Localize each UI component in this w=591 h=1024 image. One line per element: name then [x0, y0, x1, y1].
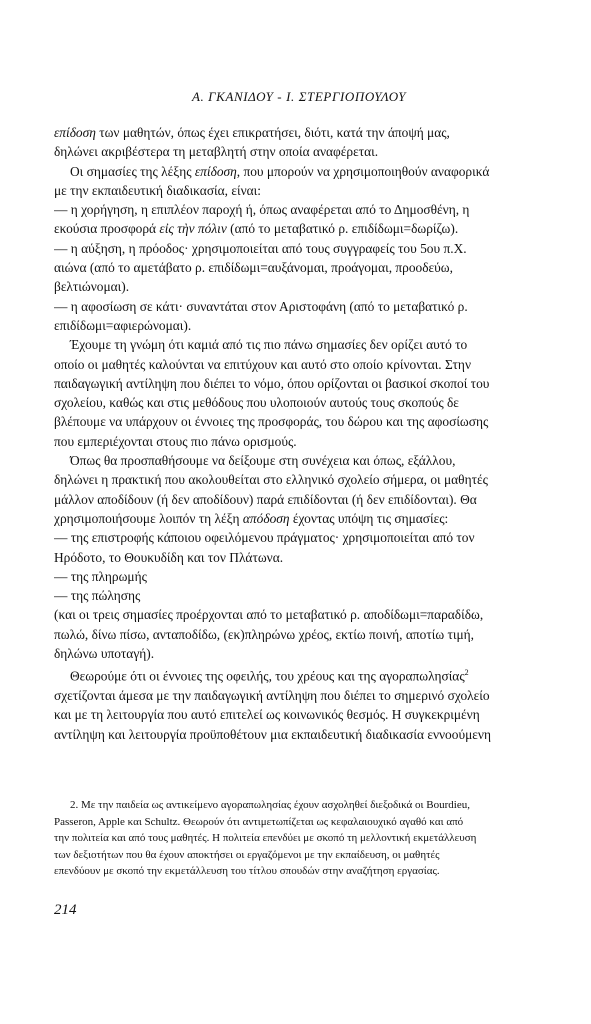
text-line: — της επιστροφής κάποιου οφειλόμενου πράγματος· χρησιμοποιείται από τον: [54, 530, 475, 546]
text-line: παιδαγωγική αντίληψη που διέπει το νόμο, όπου ορίζονται οι βασικοί σκοποί του: [54, 375, 490, 391]
text-line: Ηρόδοτο, το Θουκυδίδη και τον Πλάτωνα.: [54, 549, 284, 565]
text-line: οποίο οι μαθητές καλούνται να επιτύχουν και αυτό στο οποίο κρίνονται. Στην: [54, 356, 471, 372]
footnote-line: των δεξιοτήτων που θα έχουν αποκτήσει οι εργαζόμενοι με την εκπαίδευση, οι μαθητές: [54, 848, 440, 861]
text-line: που εμπεριέχονται στους πιο πάνω ορισμούς.: [54, 433, 297, 449]
book-page: [54, 0, 544, 1024]
page-number: 214: [54, 902, 77, 918]
footnote-line: Passeron, Apple και Schultz. Θεωρούν ότι αντιμετωπίζεται ως κεφαλαιουχικό αγαθό και από: [54, 815, 464, 828]
text-line: [54, 162, 544, 181]
text-line: επιδίδωμι=αφιερώνομαι).: [54, 317, 192, 333]
text-fragment: Οι σημασίες της λέξης: [70, 163, 195, 179]
text-line: πωλώ, δίνω πίσω, ανταποδίδω, (εκ)πληρώνω χρέος, εκτίω ποινή, αποτίω τιμή,: [54, 626, 474, 642]
text-line: και με τη λειτουργία που αυτό επιτελεί ως κοινωνικός θεσμός. Η συγκεκριμένη: [54, 707, 480, 723]
text-fragment: χρησιμοποιήσουμε λοιπόν τη λέξη: [54, 510, 243, 526]
text-line: [54, 509, 544, 528]
text-line: — η χορήγηση, η επιπλέον παροχή ή, όπως αναφέρεται από το Δημοσθένη, η: [54, 202, 470, 218]
text-line: μάλλον αποδίδουν (ή δεν αποδίδουν) παρά επιδίδονται (ή δεν επιδίδονται). Θα: [54, 491, 477, 507]
text-line: — της πώλησης: [54, 588, 141, 604]
text-line: — της πληρωμής: [54, 568, 147, 584]
text-fragment: Θεωρούμε ότι οι έννοιες της οφειλής, του χρέους και της αγοραπωλησίας: [70, 668, 465, 684]
italic-term: εἰς τὴν πόλιν: [159, 221, 227, 237]
text-fragment: εκούσια προσφορά: [54, 221, 160, 237]
text-line: σχετίζονται άμεσα με την παιδαγωγική αντίληψη που διέπει το σημερινό σχολείο: [54, 688, 490, 704]
text-line: Έχουμε τη γνώμη ότι καμιά από τις πιο πάνω σημασίες δεν ορίζει αυτό το: [70, 337, 468, 353]
text-line: Όπως θα προσπαθήσουμε να δείξουμε στη συνέχεια και όπως, εξάλλου,: [70, 453, 456, 469]
text-line: βλέπουμε να υπάρχουν οι έννοιες της προσφοράς, του δώρου και της αφοσίωσης: [54, 414, 489, 430]
text-line: βελτιώνομαι).: [54, 279, 130, 295]
text-line: — η αφοσίωση σε κάτι· συναντάται στον Αριστοφάνη (από το μεταβατικό ρ.: [54, 298, 468, 314]
footnote-line: την πολιτεία και από τους μαθητές. Η πολιτεία επενδύει με σκοπό τη μελλοντική εκμετάλλευση: [54, 832, 477, 844]
text-line: δηλώνει η πρακτική που ακολουθείται στο ελληνικό σχολείο σήμερα, οι μαθητές: [54, 472, 488, 488]
text-line: [54, 219, 544, 238]
body-text: [54, 123, 544, 744]
text-fragment: , που μπορούν να χρησιμοποιηθούν αναφορικά: [236, 163, 490, 179]
italic-term: επίδοση: [194, 163, 237, 179]
text-fragment: έχοντας υπόψη τις σημασίες:: [289, 510, 449, 526]
footnote: [54, 797, 544, 880]
italic-term: απόδοση: [242, 510, 290, 526]
footnote-marker: 2: [464, 668, 469, 678]
text-line: [54, 663, 544, 686]
text-line: σχολείου, καθώς και στις μεθόδους που υλοποιούν αυτούς τους σκοπούς δε: [54, 395, 459, 411]
text-line: αντίληψη και λειτουργία προϋποθέτουν μια εκπαιδευτική διαδικασία εννοούμενη: [54, 726, 491, 742]
italic-term: επίδοση: [54, 125, 96, 140]
footnote-line: επενδύουν με σκοπό την εκμετάλλευση του τίτλου σπουδών στην αναζήτηση εργασίας.: [54, 865, 440, 877]
text-fragment: (από το μεταβατικό ρ. επιδίδωμι=δωρίζω).: [226, 221, 459, 237]
text-line: [54, 123, 544, 142]
running-head: Α. ΓΚΑΝΙΔΟΥ - Ι. ΣΤΕΡΓΙΟΠΟΥΛΟΥ: [191, 89, 407, 104]
footnote-line: 2. Με την παιδεία ως αντικείμενο αγοραπωλησίας έχουν ασχοληθεί διεξοδικά οι Bourdieu,: [70, 799, 470, 811]
text-line: αιώνα (από το αμετάβατο ρ. επιδίδωμι=αυξάνομαι, προάγομαι, προοδεύω,: [54, 260, 453, 276]
text-line: με την εκπαιδευτική διαδικασία, είναι:: [54, 182, 261, 198]
text-line: δηλώνω υποταγή).: [54, 646, 155, 662]
text-line: — η αύξηση, η πρόοδος· χρησιμοποιείται από τους συγγραφείς του 5ου π.Χ.: [54, 240, 467, 256]
text-line: (και οι τρεις σημασίες προέρχονται από το μεταβατικό ρ. αποδίδωμι=παραδίδω,: [54, 607, 484, 623]
text-fragment: των μαθητών, όπως έχει επικρατήσει, διότι, κατά την άποψή μας,: [95, 125, 450, 140]
text-line: δηλώνει ακριβέστερα τη μεταβλητή στην οποία αναφέρεται.: [54, 144, 379, 160]
